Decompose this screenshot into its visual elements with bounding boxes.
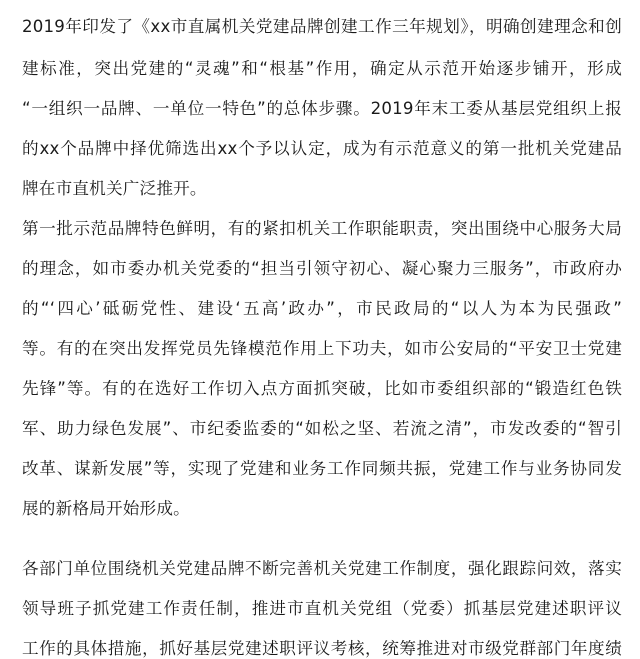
paragraph-line: 2019年印发了《xx市直属机关党建品牌创建工作三年规划》，明确创建理念和创 <box>22 17 622 36</box>
paragraph-line: 建标准，突出党建的“灵魂”和“根基”作用，确定从示范开始逐步铺开，形成 <box>22 59 622 78</box>
paragraph-line: 牌在市直机关广泛推开。 <box>22 179 207 198</box>
paragraph-line: 领导班子抓党建工作责任制，推进市直机关党组（党委）抓基层党建述职评议 <box>22 599 622 618</box>
paragraph-line: 军、助力绿色发展”、市纪委监委的“如松之坚、若流之清”，市发改委的“智引 <box>22 419 622 438</box>
paragraph-line: 改革、谋新发展”等，实现了党建和业务工作同频共振，党建工作与业务协同发 <box>22 459 622 478</box>
paragraph-line: 的理念，如市委办机关党委的“担当引领守初心、凝心聚力三服务”，市政府办 <box>22 259 622 278</box>
paragraph-line: 的“‘四心’砥砺党性、建设‘五高’政办”，市民政局的“以人为本为民强政” <box>22 299 622 318</box>
paragraph-line: 第一批示范品牌特色鲜明，有的紧扣机关工作职能职责，突出围绕中心服务大局 <box>22 219 622 238</box>
paragraph-line: 展的新格局开始形成。 <box>22 499 190 518</box>
paragraph-line: 先锋”等。有的在选好工作切入点方面抓突破，比如市委组织部的“锻造红色铁 <box>22 379 622 398</box>
paragraph-line: 等。有的在突出发挥党员先锋模范作用上下功夫，如市公安局的“平安卫士党建 <box>22 339 622 358</box>
paragraph-line: 的xx个品牌中择优筛选出xx个予以认定，成为有示范意义的第一批机关党建品 <box>22 139 622 158</box>
paragraph-line: 工作的具体措施，抓好基层党建述职评议考核，统筹推进对市级党群部门年度绩 <box>22 639 622 658</box>
paragraph-line: 各部门单位围绕机关党建品牌不断完善机关党建工作制度，强化跟踪问效，落实 <box>22 559 622 578</box>
paragraph-line: “一组织一品牌、一单位一特色”的总体步骤。2019年末工委从基层党组织上报 <box>22 99 622 118</box>
